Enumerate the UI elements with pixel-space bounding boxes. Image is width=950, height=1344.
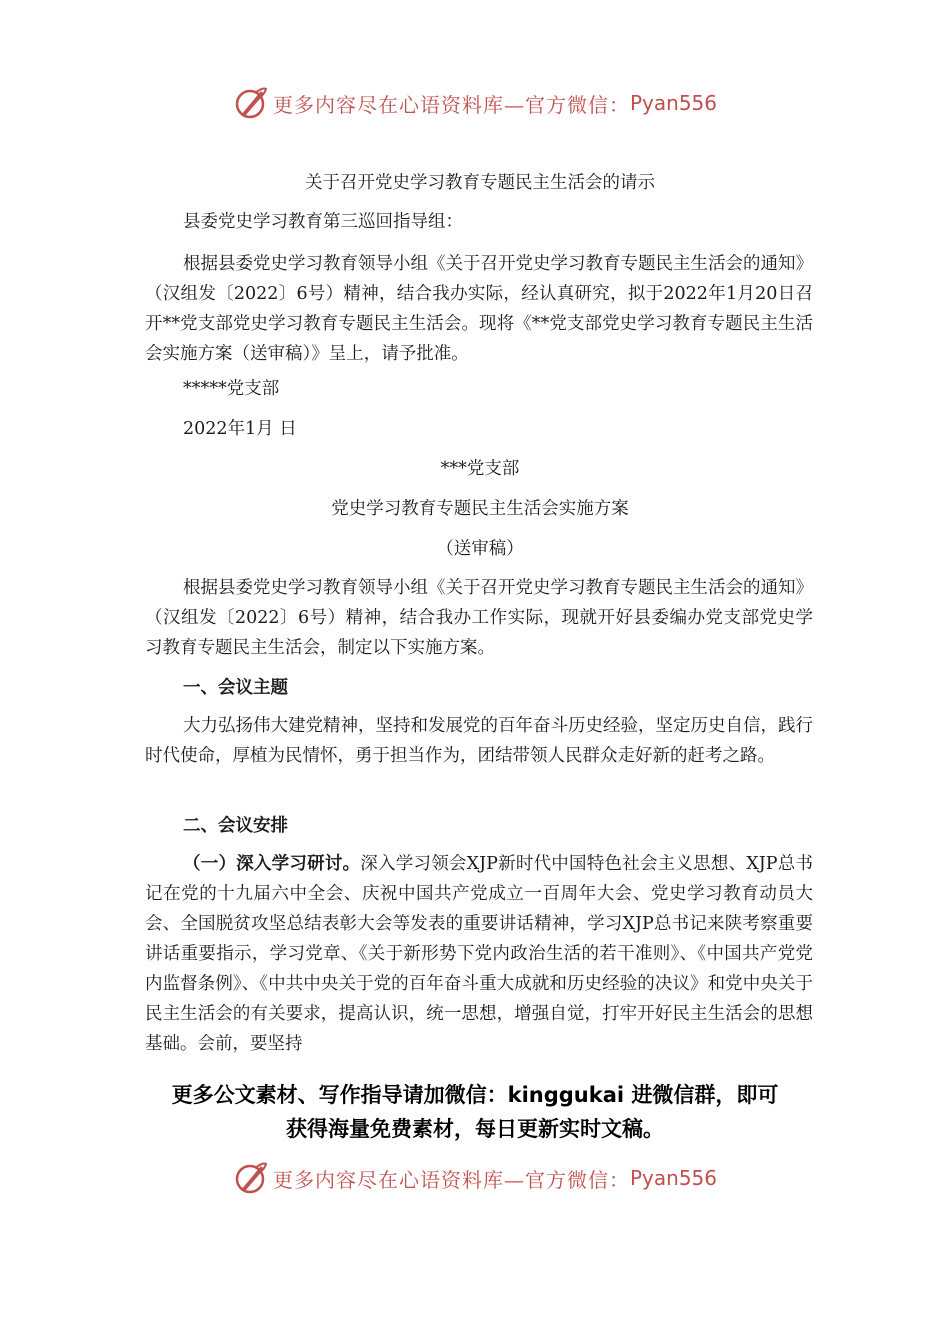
banner-text: 更多内容尽在心语资料库—官方微信： (272, 92, 630, 117)
banner-wechat-id: Pyan556 (629, 1166, 717, 1190)
banner-wechat-id: Pyan556 (629, 91, 717, 115)
plan-organization: ***党支部 (440, 459, 520, 479)
footer-watermark-banner (0, 1158, 950, 1198)
sub1-heading: （一）深入学习研讨。 (183, 854, 361, 874)
sub1-paragraph (145, 849, 813, 1059)
banner-text: 更多内容尽在心语资料库—官方微信： (272, 1167, 630, 1192)
quill-logo-icon (233, 1160, 269, 1196)
promo-line-2: 获得海量免费素材，每日更新实时文稿。 (286, 1117, 664, 1141)
section2-heading: 二、会议安排 (183, 816, 288, 836)
request-title: 关于召开党史学习教育专题民主生活会的请示 (305, 173, 655, 193)
request-date: 2022年1月 日 (183, 419, 297, 439)
plan-intro-paragraph: 根据县委党史学习教育领导小组《关于召开党史学习教育专题民主生活会的通知》（汉组发〔2022〕6号）精神，结合我办工作实际，现就开好县委编办党支部党史学习教育专题民主生活会，制定以下实施方案。 (145, 578, 813, 658)
plan-draft-note: （送审稿） (436, 539, 524, 559)
quill-logo-icon (233, 85, 269, 121)
section1-paragraph: 大力弘扬伟大建党精神，坚持和发展党的百年奋斗历史经验，坚定历史自信，践行时代使命，厚植为民情怀，勇于担当作为，团结带领人民群众走好新的赶考之路。 (145, 716, 813, 766)
sub1-text: 深入学习领会XJP新时代中国特色社会主义思想、XJP总书记在党的十九届六中全会、庆祝中国共产党成立一百周年大会、党史学习教育动员大会、全国脱贫攻坚总结表彰大会等发表的重要讲话精神，学习XJP总书记来陕考察重要讲话重要指示，学习党章、《关于新形势下党内政治生活的若干准则》、《中国共产党党内监督条例》、《中共中央关于党的百年奋斗重大成就和历史经验的决议》和党中央关于民主生活会的有关要求，提高认识，统一思想，增强自觉，打牢开好民主生活会的思想基础。会前，要坚持 (145, 854, 814, 1054)
signature: *****党支部 (183, 379, 280, 399)
addressee: 县委党史学习教育第三巡回指导组： (183, 212, 463, 232)
promo-text (100, 1078, 850, 1146)
section1-heading: 一、会议主题 (183, 678, 288, 698)
promo-line-1: 更多公文素材、写作指导请加微信：kinggukai 进微信群，即可 (171, 1083, 779, 1107)
header-watermark-banner (0, 83, 950, 123)
request-paragraph: 根据县委党史学习教育领导小组《关于召开党史学习教育专题民主生活会的通知》（汉组发〔2022〕6号）精神，结合我办实际，经认真研究，拟于2022年1月20日召开**党支部党史学习教育专题民主生活会。现将《**党支部党史学习教育专题民主生活会实施方案（送审稿）》呈上，请予批准。 (145, 254, 813, 364)
plan-title: 党史学习教育专题民主生活会实施方案 (331, 499, 629, 519)
